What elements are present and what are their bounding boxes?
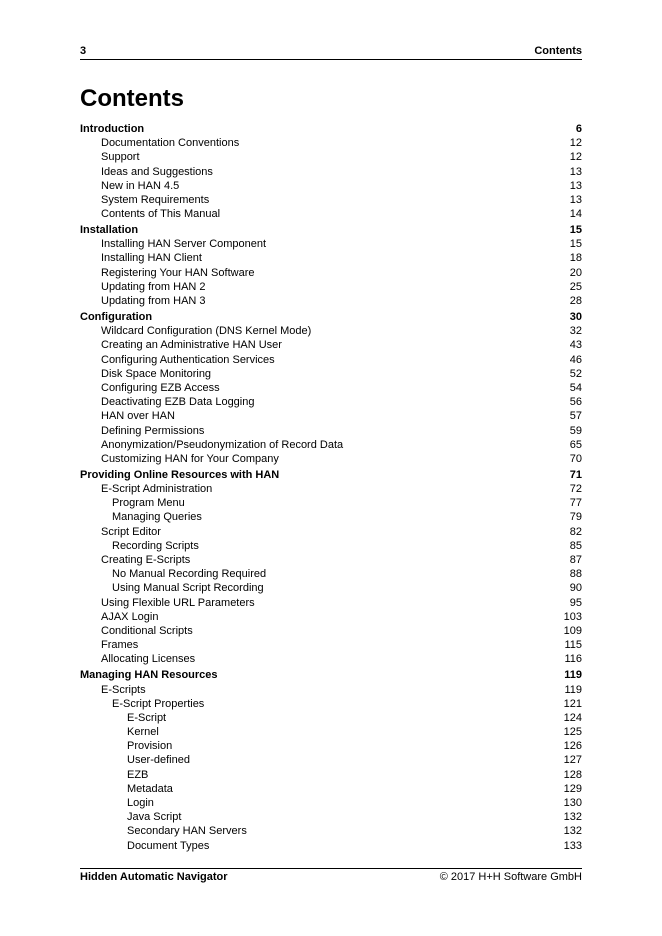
toc-entry-title: Using Flexible URL Parameters (101, 596, 255, 609)
toc-entry-page: 95 (569, 596, 582, 609)
toc-entry-page: 13 (569, 193, 582, 206)
toc-entry[interactable] (80, 424, 582, 438)
toc-entry[interactable] (80, 251, 582, 265)
toc-entry-page: 79 (569, 511, 582, 524)
toc-entry-title: Introduction (80, 123, 145, 135)
toc-entry-title: E-Script Properties (112, 697, 205, 710)
toc-entry[interactable] (80, 496, 582, 510)
toc-entry-title: Kernel (127, 726, 159, 739)
toc-entry-title: Disk Space Monitoring (101, 367, 212, 380)
toc-entry[interactable] (80, 367, 582, 381)
toc-entry-title: Deactivating EZB Data Logging (101, 396, 255, 409)
toc-entry-page: 32 (569, 325, 582, 338)
toc-entry-page: 129 (563, 782, 582, 795)
toc-entry[interactable] (80, 324, 582, 338)
toc-entry-page: 65 (569, 438, 582, 451)
toc-entry[interactable] (80, 237, 582, 251)
toc-entry-page: 82 (569, 525, 582, 538)
toc-entry-page: 15 (569, 224, 582, 237)
toc-entry-title: Creating E-Scripts (101, 554, 191, 567)
toc-entry-page: 119 (564, 669, 582, 682)
toc-entry-page: 116 (564, 653, 582, 666)
toc-entry-title: Providing Online Resources with HAN (80, 468, 280, 481)
toc-entry-title: Installation (80, 224, 139, 237)
toc-entry[interactable] (80, 638, 582, 652)
toc-entry-page: 12 (569, 137, 582, 150)
toc-entry-page: 25 (569, 280, 582, 293)
toc-entry-page: 125 (563, 726, 582, 739)
toc-entry-page: 18 (569, 252, 582, 265)
toc-entry-page: 132 (563, 811, 582, 824)
toc-entry-page: 30 (569, 311, 582, 324)
toc-entry-page: 128 (563, 768, 582, 781)
toc-entry[interactable] (80, 839, 582, 853)
toc-entry-title: Installing HAN Client (101, 252, 202, 265)
toc-entry-title: Conditional Scripts (101, 624, 193, 637)
toc-entry-page: 52 (569, 367, 582, 380)
toc-entry[interactable] (80, 697, 582, 711)
toc-entry-page: 46 (569, 353, 582, 366)
page-number: 3 (80, 45, 87, 57)
toc-entry[interactable] (80, 150, 582, 164)
toc-entry-title: New in HAN 4.5 (101, 179, 180, 192)
toc-entry[interactable] (80, 395, 582, 409)
toc-entry[interactable] (80, 294, 582, 308)
toc-entry-title: E-Scripts (101, 683, 146, 696)
toc-entry-title: AJAX Login (101, 610, 159, 623)
toc-entry-page: 71 (569, 468, 582, 481)
toc-entry-title: Configuring Authentication Services (101, 353, 275, 366)
toc-entry-title: Script Editor (101, 525, 161, 538)
toc-entry-page: 127 (563, 754, 582, 767)
toc-entry-title: Managing HAN Resources (80, 669, 218, 682)
toc-entry[interactable] (80, 165, 582, 179)
toc-entry-page: 54 (569, 381, 582, 394)
toc-entry-title: Login (127, 797, 154, 809)
toc-entry-page: 119 (564, 683, 582, 696)
toc-entry-title: Customizing HAN for Your Company (101, 452, 279, 465)
toc-entry[interactable] (80, 179, 582, 193)
toc-entry-title: EZB (127, 768, 149, 781)
toc-entry-page: 13 (569, 179, 582, 192)
toc-entry-title: Document Types (127, 839, 210, 852)
toc-entry-page: 109 (563, 624, 582, 637)
toc-entry[interactable] (80, 683, 582, 697)
toc-entry-page: 103 (563, 610, 582, 623)
toc-entry[interactable] (80, 768, 582, 782)
toc-entry-title: Updating from HAN 3 (101, 295, 206, 308)
footer-product-name: Hidden Automatic Navigator (80, 871, 228, 883)
toc-entry[interactable] (80, 136, 582, 150)
toc-entry-title: Ideas and Suggestions (101, 165, 213, 178)
toc-entry[interactable] (80, 596, 582, 610)
toc-entry-page: 14 (569, 208, 582, 221)
toc-entry-page: 87 (569, 554, 582, 567)
toc-entry-title: No Manual Recording Required (112, 568, 267, 581)
toc-entry-page: 15 (569, 238, 582, 251)
toc-entry[interactable] (80, 482, 582, 496)
toc-entry-title: Configuring EZB Access (101, 381, 220, 394)
toc-entry-page: 115 (564, 639, 582, 652)
toc-entry-page: 13 (569, 165, 582, 178)
toc-entry-title: Documentation Conventions (101, 137, 240, 150)
table-of-contents (80, 122, 582, 853)
toc-entry-title: Provision (127, 740, 173, 753)
toc-entry-title: Contents of This Manual (101, 208, 221, 221)
toc-entry[interactable] (80, 711, 582, 725)
toc-entry[interactable] (80, 381, 582, 395)
toc-entry[interactable] (80, 553, 582, 567)
toc-entry[interactable] (80, 796, 582, 810)
toc-entry-page: 132 (563, 825, 582, 838)
toc-entry[interactable] (80, 824, 582, 838)
toc-entry-page: 121 (563, 697, 582, 710)
toc-chapter-entry[interactable] (80, 468, 582, 482)
toc-entry[interactable] (80, 438, 582, 452)
toc-entry-title: Anonymization/Pseudonymization of Record Data (101, 438, 344, 451)
toc-entry-page: 85 (569, 539, 582, 552)
toc-entry-title: System Requirements (101, 193, 210, 206)
toc-entry-page: 20 (569, 266, 582, 279)
toc-entry-title: E-Script Administration (101, 483, 213, 496)
toc-chapter-entry[interactable] (80, 223, 582, 237)
toc-entry-title: Installing HAN Server Component (101, 238, 267, 251)
toc-entry-title: Wildcard Configuration (DNS Kernel Mode) (101, 325, 312, 338)
toc-entry-title: Updating from HAN 2 (101, 280, 206, 293)
page-header (80, 45, 582, 60)
toc-entry-title: Java Script (127, 811, 182, 824)
toc-entry-title: Managing Queries (112, 511, 202, 524)
toc-entry-title: Registering Your HAN Software (101, 266, 255, 279)
toc-entry-title: Secondary HAN Servers (127, 825, 247, 838)
toc-entry-title: Frames (101, 639, 139, 652)
toc-entry-title: Creating an Administrative HAN User (101, 339, 282, 352)
toc-entry-page: 88 (569, 568, 582, 581)
toc-entry[interactable] (80, 193, 582, 207)
toc-entry[interactable] (80, 624, 582, 638)
toc-entry[interactable] (80, 207, 582, 221)
toc-chapter-entry[interactable] (80, 668, 582, 682)
toc-entry-page: 28 (569, 295, 582, 308)
toc-entry-page: 130 (563, 797, 582, 809)
toc-entry[interactable] (80, 610, 582, 624)
toc-entry[interactable] (80, 525, 582, 539)
toc-entry-title: Configuration (80, 311, 153, 324)
toc-entry[interactable] (80, 753, 582, 767)
toc-entry-title: Support (101, 151, 140, 164)
toc-entry[interactable] (80, 353, 582, 367)
toc-entry-page: 70 (569, 452, 582, 465)
toc-entry[interactable] (80, 652, 582, 666)
page-footer (80, 868, 582, 885)
toc-entry-page: 90 (569, 582, 582, 595)
toc-entry-title: Program Menu (112, 497, 185, 510)
toc-entry[interactable] (80, 338, 582, 352)
toc-entry-page: 57 (569, 410, 582, 423)
toc-entry[interactable] (80, 782, 582, 796)
toc-entry-page: 43 (569, 339, 582, 352)
toc-entry-page: 126 (563, 740, 582, 753)
toc-entry[interactable] (80, 452, 582, 466)
toc-entry-page: 124 (563, 711, 582, 724)
toc-entry[interactable] (80, 581, 582, 595)
toc-chapter-entry[interactable] (80, 122, 582, 136)
toc-entry-page: 56 (569, 396, 582, 409)
toc-entry-page: 133 (563, 839, 582, 852)
toc-entry[interactable] (80, 810, 582, 824)
toc-entry-title: E-Script (127, 711, 167, 724)
footer-copyright: © 2017 H+H Software GmbH (439, 871, 582, 883)
toc-chapter-entry[interactable] (80, 310, 582, 324)
toc-entry-page: 59 (569, 424, 582, 437)
toc-entry-title: Recording Scripts (112, 539, 199, 552)
toc-entry[interactable] (80, 266, 582, 280)
toc-entry-page: 12 (569, 151, 582, 164)
toc-entry[interactable] (80, 725, 582, 739)
toc-entry-title: Allocating Licenses (101, 653, 196, 666)
toc-entry[interactable] (80, 539, 582, 553)
toc-entry-title: User-defined (127, 754, 190, 767)
toc-entry-page: 6 (575, 123, 582, 135)
page-title: Contents (80, 85, 184, 112)
toc-entry-title: Using Manual Script Recording (112, 582, 264, 595)
toc-entry[interactable] (80, 510, 582, 524)
toc-entry[interactable] (80, 567, 582, 581)
toc-entry[interactable] (80, 739, 582, 753)
toc-entry[interactable] (80, 409, 582, 423)
toc-entry-page: 77 (569, 497, 582, 510)
toc-entry-title: Metadata (127, 782, 173, 795)
toc-entry-page: 72 (569, 483, 582, 496)
toc-entry-title: Defining Permissions (101, 424, 205, 437)
toc-entry-title: HAN over HAN (101, 410, 175, 423)
toc-entry[interactable] (80, 280, 582, 294)
header-section-title: Contents (534, 45, 582, 57)
